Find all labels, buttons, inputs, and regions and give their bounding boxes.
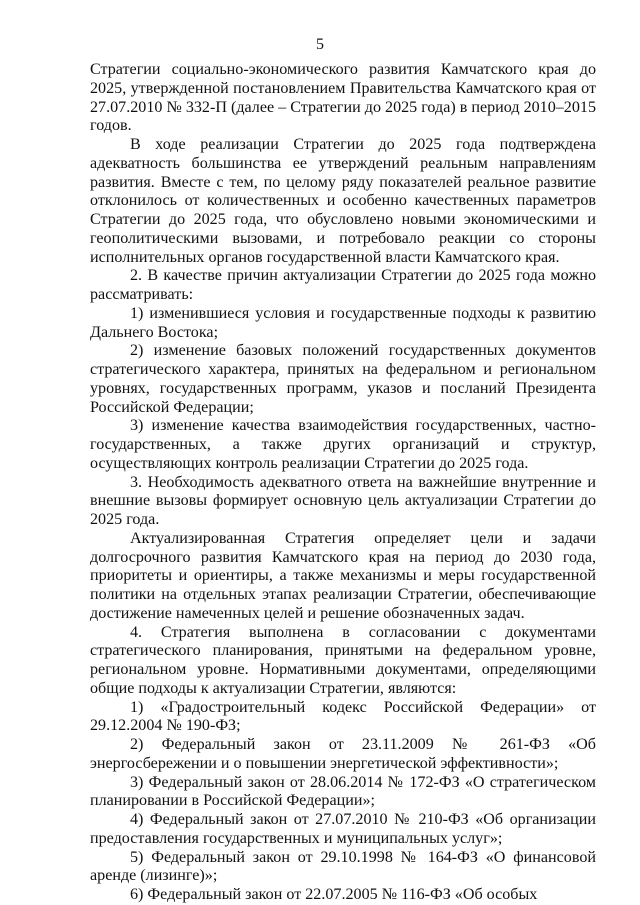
list-item-reason-3: 3) изменение качества взаимодействия государственных, частно-государственных, а также других организаций и структур, осуществляющих контроль реализации Стратегии до 2025 года.: [90, 417, 596, 472]
paragraph-implementation-results: В ходе реализации Стратегии до 2025 года подтверждена адекватность большинства ее утверждений реальным направлениям развития. Вместе с тем, по целому ряду показателей реальное развитие отклонилось от количественных и особенно качественных параметров Стратегии до 2025 года, что обусловлено новыми экономическими и геополитическими вызовами, и потребовало реакции со стороны исполнительных органов государственной власти Камчатского края.: [90, 136, 596, 266]
page-number: 5: [316, 36, 324, 53]
paragraph-item-3-goal: 3. Необходимость адекватного ответа на важнейшие внутренние и внешние вызовы формирует основную цель актуализации Стратегии до 2025 года.: [90, 473, 596, 528]
list-item-document-5: 5) Федеральный закон от 29.10.1998 № 164-ФЗ «О финансовой аренде (лизинге)»;: [90, 848, 596, 885]
list-item-document-1: 1) «Градостроительный кодекс Российской Федерации» от 29.12.2004 № 190-ФЗ;: [90, 698, 596, 735]
paragraph-strategy-reference: Стратегии социально-экономического развития Камчатского края до 2025, утвержденной постановлением Правительства Камчатского края от 27.07.2010 № 332-П (далее – Стратегии до 2025 года) в период 2010–2015 годов.: [90, 61, 596, 135]
list-item-document-6: 6) Федеральный закон от 22.07.2005 № 116-ФЗ «Об особых: [130, 886, 538, 903]
paragraph-item-4-documents: 4. Стратегия выполнена в согласовании с документами стратегического планирования, принятыми на федеральном уровне, региональном уровне. Нормативными документами, определяющими общие подходы к актуализации Стратегии, являются:: [90, 623, 596, 697]
list-item-reason-2: 2) изменение базовых положений государственных документов стратегического характера, принятых на федеральном и региональном уровнях, государственных программ, указов и посланий Президента Российской Федерации;: [90, 342, 596, 416]
paragraph-item-2-reasons: 2. В качестве причин актуализации Стратегии до 2025 года можно рассматривать:: [90, 267, 596, 303]
list-item-document-4: 4) Федеральный закон от 27.07.2010 № 210-ФЗ «Об организации предоставления государственных и муниципальных услуг»;: [90, 811, 596, 847]
list-item-document-3: 3) Федеральный закон от 28.06.2014 № 172-ФЗ «О стратегическом планировании в Российской Федерации»;: [90, 773, 596, 810]
list-item-reason-1: 1) изменившиеся условия и государственные подходы к развитию Дальнего Востока;: [90, 304, 596, 341]
document-body: [90, 61, 596, 905]
paragraph-updated-strategy: Актуализированная Стратегия определяет цели и задачи долгосрочного развития Камчатского края на период до 2030 года, приоритеты и ориентиры, а также механизмы и меры государственной политики на отдельных этапах реализации Стратегии, обеспечивающие достижение намеченных целей и решение обозначенных задач.: [90, 529, 596, 622]
list-item-document-2: 2) Федеральный закон от 23.11.2009 № 261-ФЗ «Об энергосбережении и о повышении энергетической эффективности»;: [90, 736, 596, 772]
